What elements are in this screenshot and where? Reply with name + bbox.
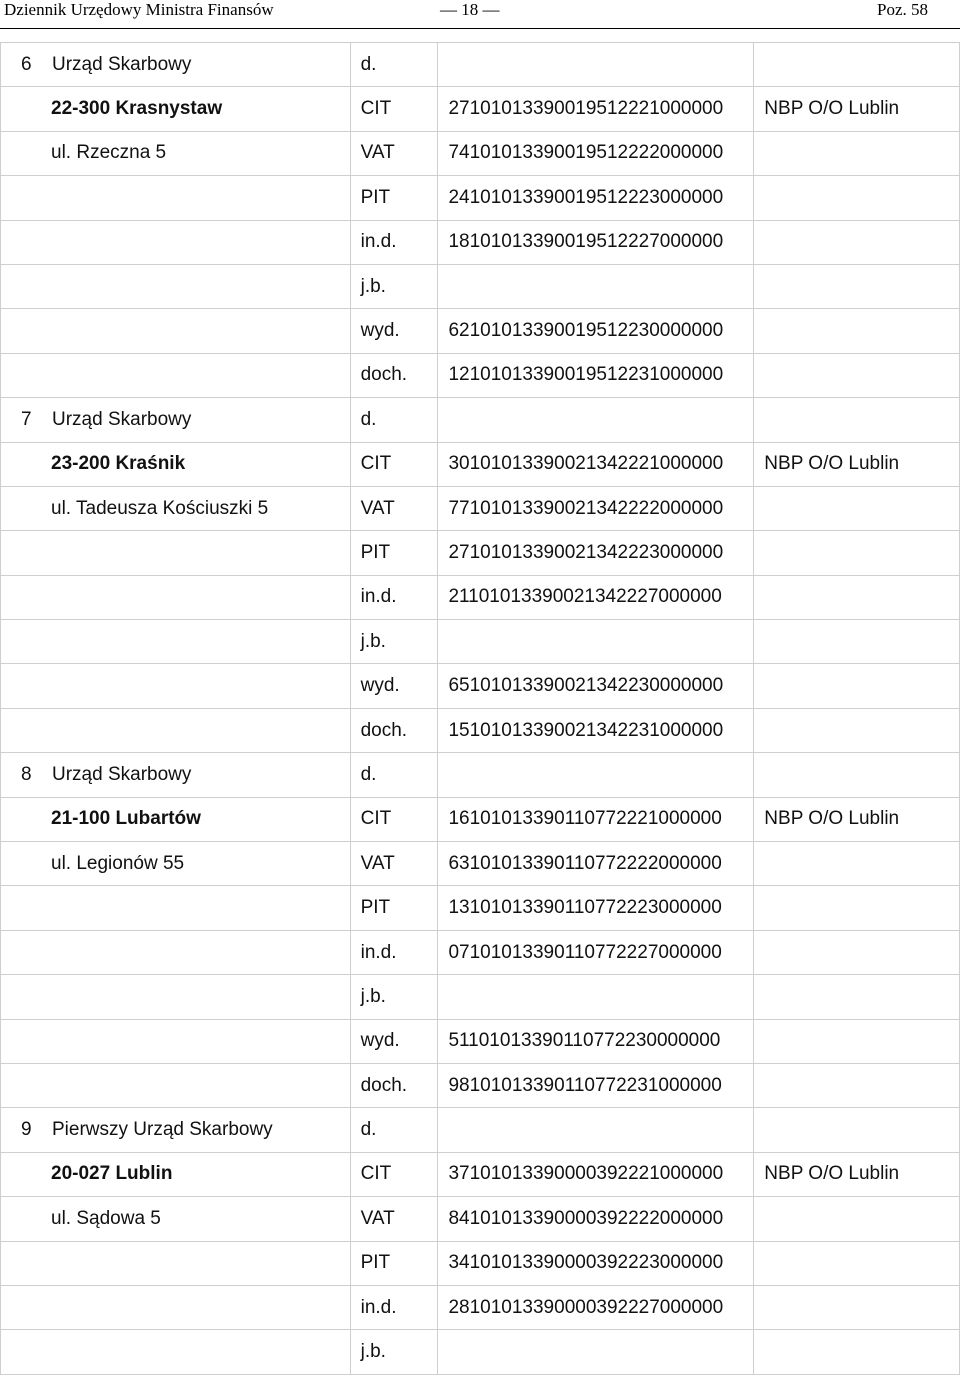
account-type: d. (350, 753, 438, 797)
empty-cell (1, 1241, 351, 1285)
office-city: 20-027 Lublin (1, 1152, 351, 1196)
account-type: VAT (350, 131, 438, 175)
empty-cell (754, 930, 960, 974)
account-number: 15101013390021342231000000 (438, 708, 754, 752)
office-name: Pierwszy Urząd Skarbowy (52, 1119, 273, 1141)
account-type: doch. (350, 708, 438, 752)
account-type: doch. (350, 1063, 438, 1107)
empty-cell (1, 1330, 351, 1374)
account-number: 12101013390019512231000000 (438, 353, 754, 397)
account-row (1, 87, 960, 131)
position-number: Poz. 58 (877, 0, 928, 19)
empty-cell (754, 842, 960, 886)
empty-cell (1, 886, 351, 930)
empty-cell (754, 176, 960, 220)
account-number: 24101013390019512223000000 (438, 176, 754, 220)
account-number (438, 620, 754, 664)
account-type: PIT (350, 1241, 438, 1285)
office-city: 21-100 Lubartów (1, 797, 351, 841)
office-name: Urząd Skarbowy (52, 53, 192, 75)
account-number (438, 43, 754, 87)
account-type: PIT (350, 886, 438, 930)
account-type: PIT (350, 531, 438, 575)
empty-cell (754, 220, 960, 264)
account-number (438, 753, 754, 797)
account-row (1, 1063, 960, 1107)
bank-name: NBP O/O Lublin (754, 87, 960, 131)
account-number (438, 975, 754, 1019)
empty-cell (754, 620, 960, 664)
empty-cell (1, 264, 351, 308)
account-number: 84101013390000392222000000 (438, 1197, 754, 1241)
account-number: 37101013390000392221000000 (438, 1152, 754, 1196)
account-number: 30101013390021342221000000 (438, 442, 754, 486)
empty-cell (754, 1197, 960, 1241)
office-street: ul. Sądowa 5 (1, 1197, 351, 1241)
account-row (1, 930, 960, 974)
account-number: 51101013390110772230000000 (438, 1019, 754, 1063)
bank-name: NBP O/O Lublin (754, 442, 960, 486)
empty-cell (1, 620, 351, 664)
office-street: ul. Rzeczna 5 (1, 131, 351, 175)
tax-office-accounts-table (0, 42, 960, 1375)
account-number: 34101013390000392223000000 (438, 1241, 754, 1285)
account-row (1, 131, 960, 175)
office-name-cell (1, 398, 351, 442)
account-number: 65101013390021342230000000 (438, 664, 754, 708)
account-row (1, 620, 960, 664)
empty-cell (754, 1063, 960, 1107)
account-number: 74101013390019512222000000 (438, 131, 754, 175)
empty-cell (1, 664, 351, 708)
empty-cell (1, 220, 351, 264)
empty-cell (754, 309, 960, 353)
account-type: in.d. (350, 575, 438, 619)
empty-cell (1, 708, 351, 752)
account-type: CIT (350, 442, 438, 486)
account-row (1, 220, 960, 264)
office-name-cell (1, 43, 351, 87)
office-header-row (1, 398, 960, 442)
empty-cell (1, 1063, 351, 1107)
account-type: VAT (350, 486, 438, 530)
account-number: 77101013390021342222000000 (438, 486, 754, 530)
empty-cell (1, 975, 351, 1019)
account-type: d. (350, 398, 438, 442)
empty-cell (754, 708, 960, 752)
empty-cell (754, 131, 960, 175)
office-header-row (1, 753, 960, 797)
account-type: CIT (350, 1152, 438, 1196)
office-street: ul. Legionów 55 (1, 842, 351, 886)
account-row (1, 1152, 960, 1196)
empty-cell (1, 353, 351, 397)
header-rule (0, 28, 960, 29)
account-row (1, 664, 960, 708)
account-type: CIT (350, 87, 438, 131)
account-number: 28101013390000392227000000 (438, 1285, 754, 1329)
account-row (1, 1019, 960, 1063)
account-row (1, 486, 960, 530)
office-city: 22-300 Krasnystaw (1, 87, 351, 131)
account-number: 27101013390019512221000000 (438, 87, 754, 131)
account-type: wyd. (350, 309, 438, 353)
office-header-row (1, 43, 960, 87)
page-header (0, 0, 960, 40)
empty-cell (754, 575, 960, 619)
account-number (438, 264, 754, 308)
account-number: 27101013390021342223000000 (438, 531, 754, 575)
empty-cell (1, 309, 351, 353)
empty-cell (754, 1241, 960, 1285)
account-type: CIT (350, 797, 438, 841)
empty-cell (754, 975, 960, 1019)
office-number: 8 (21, 763, 32, 785)
account-row (1, 575, 960, 619)
bank-name (754, 398, 960, 442)
journal-title: Dziennik Urzędowy Ministra Finansów (4, 0, 274, 19)
account-number: 07101013390110772227000000 (438, 930, 754, 974)
empty-cell (754, 531, 960, 575)
account-type: wyd. (350, 1019, 438, 1063)
account-row (1, 842, 960, 886)
account-type: d. (350, 43, 438, 87)
account-number: 62101013390019512230000000 (438, 309, 754, 353)
account-number: 18101013390019512227000000 (438, 220, 754, 264)
account-row (1, 353, 960, 397)
account-number: 63101013390110772222000000 (438, 842, 754, 886)
account-type: in.d. (350, 930, 438, 974)
bank-name: NBP O/O Lublin (754, 1152, 960, 1196)
account-row (1, 1241, 960, 1285)
empty-cell (754, 353, 960, 397)
account-row (1, 1330, 960, 1374)
empty-cell (754, 1285, 960, 1329)
empty-cell (754, 1019, 960, 1063)
account-row (1, 176, 960, 220)
account-type: j.b. (350, 1330, 438, 1374)
account-type: doch. (350, 353, 438, 397)
empty-cell (754, 264, 960, 308)
empty-cell (1, 1019, 351, 1063)
account-row (1, 1285, 960, 1329)
bank-name (754, 1108, 960, 1152)
office-number: 6 (21, 53, 32, 75)
empty-cell (754, 886, 960, 930)
office-header-row (1, 1108, 960, 1152)
empty-cell (754, 486, 960, 530)
account-type: VAT (350, 842, 438, 886)
account-number: 21101013390021342227000000 (438, 575, 754, 619)
account-row (1, 975, 960, 1019)
empty-cell (754, 1330, 960, 1374)
account-type: j.b. (350, 264, 438, 308)
office-name: Urząd Skarbowy (52, 408, 192, 430)
empty-cell (1, 176, 351, 220)
bank-name (754, 43, 960, 87)
page-number: — 18 — (440, 0, 500, 19)
account-type: in.d. (350, 220, 438, 264)
account-number: 98101013390110772231000000 (438, 1063, 754, 1107)
account-number (438, 1108, 754, 1152)
empty-cell (1, 575, 351, 619)
account-row (1, 886, 960, 930)
account-row (1, 1197, 960, 1241)
bank-name (754, 753, 960, 797)
account-type: VAT (350, 1197, 438, 1241)
bank-name: NBP O/O Lublin (754, 797, 960, 841)
account-row (1, 309, 960, 353)
account-type: j.b. (350, 975, 438, 1019)
office-number: 7 (21, 408, 32, 430)
empty-cell (1, 531, 351, 575)
account-type: wyd. (350, 664, 438, 708)
empty-cell (1, 930, 351, 974)
account-number: 16101013390110772221000000 (438, 797, 754, 841)
account-row (1, 708, 960, 752)
empty-cell (1, 1285, 351, 1329)
account-type: PIT (350, 176, 438, 220)
empty-cell (754, 664, 960, 708)
office-name-cell (1, 1108, 351, 1152)
account-row (1, 264, 960, 308)
office-name: Urząd Skarbowy (52, 763, 192, 785)
account-type: in.d. (350, 1285, 438, 1329)
office-street: ul. Tadeusza Kościuszki 5 (1, 486, 351, 530)
office-city: 23-200 Kraśnik (1, 442, 351, 486)
account-row (1, 442, 960, 486)
office-number: 9 (21, 1119, 32, 1141)
account-type: j.b. (350, 620, 438, 664)
account-row (1, 531, 960, 575)
office-name-cell (1, 753, 351, 797)
account-number (438, 1330, 754, 1374)
account-number: 13101013390110772223000000 (438, 886, 754, 930)
account-number (438, 398, 754, 442)
account-row (1, 797, 960, 841)
account-type: d. (350, 1108, 438, 1152)
